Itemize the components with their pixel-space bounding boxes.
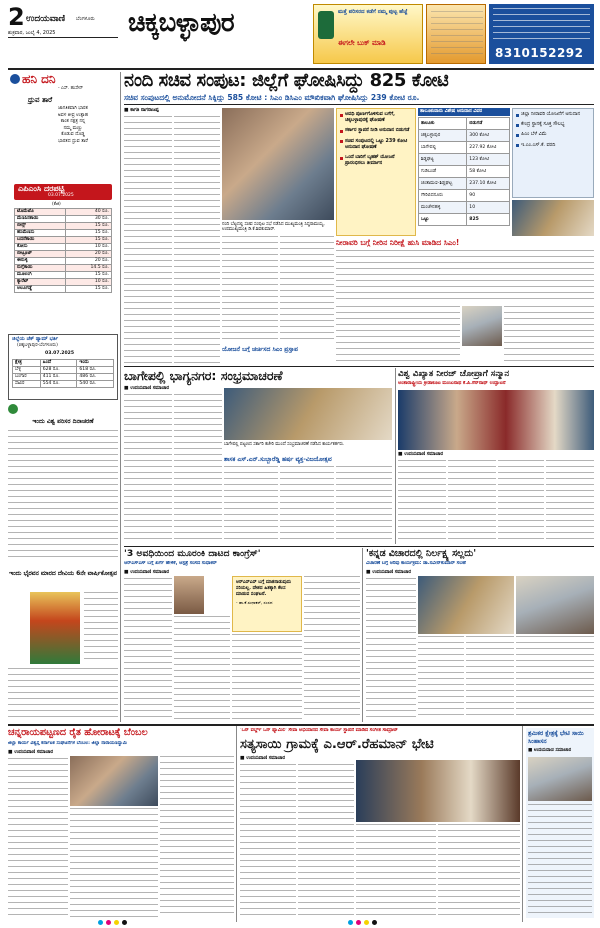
- apmc-item: ಬದನೆಕಾಯಿ: [15, 237, 66, 244]
- left-column: [8, 72, 118, 722]
- check-dam-cell: 554 ರೂ.: [40, 381, 77, 388]
- apmc-row: [15, 279, 112, 286]
- apmc-item: ಮೂಲಂಗಿ: [15, 272, 66, 279]
- check-dam-cell: 618 ರೂ.: [77, 367, 114, 374]
- grant-amount: 10: [467, 201, 510, 213]
- kannada-side-photo: [516, 576, 594, 634]
- bullet-icon: [516, 144, 519, 147]
- kannada-byline: ■ ಉದಯವಾಣಿ ಸಮಾಚಾರ: [366, 570, 412, 575]
- bullet-icon: [516, 124, 519, 127]
- grant-taluk: ಚಿಂತಾಮಣಿ-ಶಿಡ್ಲಘಟ್ಟ: [419, 177, 467, 189]
- grant-row: [419, 189, 510, 201]
- apmc-item: ಬೀನ್ಸ್: [15, 223, 66, 230]
- grant-taluk: ಗುಡಿಬಂಡೆ: [419, 165, 467, 177]
- bottom-main-headline: ಸತ್ಯಸಾಯಿ ಗ್ರಾಮಕ್ಕೆ ಎ.ಆರ್.ರೆಹಮಾನ್ ಭೇಟಿ: [240, 737, 434, 752]
- apmc-row: [15, 286, 112, 293]
- check-dam-cell: 411 ರೂ.: [40, 374, 77, 381]
- kannada-photo: [418, 576, 514, 634]
- apmc-row: [15, 265, 112, 272]
- bottom-right-box: ಶ್ರಮಿಕರ ಕ್ಷೇತ್ರಕ್ಕೆ ಭೇಟಿ ಸಾಯಿ ಸಿಂಹಾಸನ ■ ಉದಯವಾಣಿ ಸಮಾಚಾರ: [526, 728, 594, 918]
- check-dam-cell: ಬೆಳ್ಳಿ: [13, 367, 41, 374]
- apmc-item: ಟೊಮೆಟೊ: [15, 209, 66, 216]
- bottom-left-photo: [70, 756, 158, 806]
- grant-row: [419, 153, 510, 165]
- bagepalli-body-2: [174, 394, 222, 544]
- bottom-main-body-3: [356, 824, 436, 918]
- apmc-item: ಕ್ಯಾರೆಟ್: [15, 279, 66, 286]
- highlight-item: ಸರ್ಕಾರ ಸ್ಥಾಪನೆ ನೀಡಿ ಅನುದಾನ ಬಿಡುಗಡೆ: [340, 128, 412, 134]
- side-box-item: ಪಿಎಂ ಬೆಳೆ ವಿಮೆ: [516, 132, 590, 138]
- grant-amount: 300 ಕೋಟಿ: [467, 129, 510, 141]
- lead-body-col1: [124, 116, 172, 364]
- check-dam-row: [13, 381, 114, 388]
- apmc-row: [15, 223, 112, 230]
- lead-headline: ನಂದಿ ಸಚಿವ ಸಂಪುಟ: ಜಿಲ್ಲೆಗೆ ಘೋಷಿಸಿದ್ದು 825 ಕೋಟಿ: [124, 70, 449, 91]
- apmc-price: 40 ರೂ.: [66, 209, 112, 216]
- grant-amount: 237.10 ಕೋಟಿ: [467, 177, 510, 189]
- neera-headline: ನೀರಾವರಿ ಬಗ್ಗೆ ನೀರಿನ ನಿರೀಕ್ಷೆ ಹುಸಿ ಮಾಡಿದ ಸಿಎಂ!: [336, 238, 460, 247]
- registration-marks: [8, 920, 594, 926]
- check-dam-cell: 486 ರೂ.: [77, 374, 114, 381]
- apmc-date: 03.07.2025: [48, 193, 74, 198]
- bottom-left-byline: ■ ಉದಯವಾಣಿ ಸಮಾಚಾರ: [8, 750, 54, 755]
- apmc-item: ಈರುಳ್ಳಿ: [15, 258, 66, 265]
- lead-subhead: ಸಚಿವ ಸಂಪುಟದಲ್ಲಿ ಅನುಮೋದನೆ ಸಿಕ್ಕಿದ್ದು 585 ಕೋಟಿ : ಸಿಎಂ ಡಿಸಿಎಂ ಮೌಖಿಕವಾಗಿ ಘೋಷಿಸಿದ್ದು 239 ಕೋಟಿ ರೂ.: [124, 93, 420, 102]
- ad-phone-icon: [318, 11, 334, 39]
- grant-amount: 123 ಕೋಟಿ: [467, 153, 510, 165]
- grant-amount: 58 ಕೋಟಿ: [467, 165, 510, 177]
- kannada-body-3: [466, 636, 514, 720]
- paper-name: ಉದಯವಾಣಿ: [26, 14, 66, 24]
- congress-byline: ■ ಉದಯವಾಣಿ ಸಮಾಚಾರ: [124, 570, 170, 575]
- grant-amount: ಬಿಡುಗಡೆ: [467, 117, 510, 129]
- grant-taluk: ಗೌರಿಬಿದನೂರು: [419, 189, 467, 201]
- bagepalli-headline: ಬಾಗೇಪಲ್ಲಿ ಭಾಗ್ಯನಗರ: ಸಂಭ್ರಮಾಚರಣೆ: [124, 368, 283, 383]
- check-dam-row: [13, 374, 114, 381]
- apmc-price: 15 ರೂ.: [66, 286, 112, 293]
- bottom-left-body-3: [160, 756, 234, 918]
- poem: ಜಾಗತಿಕವಾಗಿ ಭಾರತ ಅವಳ ತೀವ್ರ ಉತ್ಸಾಹ ಕಾಂತ ನಕ್ಷತ್ರ ನನ್ನ ನಮ್ಮ ಮಣ್ಣು ಕೊಡುವ ದೊಡ್ಡ ಭಾರತದ ಧ್ರುವ ತಾರೆ: [57, 106, 89, 144]
- apmc-price: 10 ರೂ.: [66, 279, 112, 286]
- apmc-row: [15, 209, 112, 216]
- kannada-body-4: [516, 636, 594, 720]
- apmc-price: 14.5 ರೂ.: [66, 265, 112, 272]
- vishwa-body-2: [448, 460, 496, 544]
- bottom-main-body-1: [240, 764, 296, 918]
- grant-row: [419, 213, 510, 225]
- neera-body-2: [336, 306, 460, 364]
- lead-body-col4: [280, 236, 334, 344]
- grant-row: [419, 201, 510, 213]
- apmc-row: [15, 244, 112, 251]
- bullet-icon: [340, 140, 343, 143]
- apmc-item: ಆಲೂಗಡ್ಡೆ: [15, 286, 66, 293]
- vishwa-body-1: [398, 460, 446, 544]
- apmc-table: [14, 208, 112, 293]
- vishwa-photo: [398, 390, 594, 450]
- lead-photo-caption: ನಂದಿ ಬೆಟ್ಟದಲ್ಲಿ ಸಚಿವ ಸಂಪುಟ ಸಭೆ ನಡೆಸಿದ ಮುಖ್ಯಮಂತ್ರಿ ಸಿದ್ದರಾಮಯ್ಯ, ಉಪಮುಖ್ಯಮಂತ್ರಿ ಡಿ.ಕೆ.ಶಿವಕುಮಾರ್.: [222, 222, 325, 233]
- vishwa-body-4: [546, 460, 594, 544]
- apmc-price: 15 ರೂ.: [66, 223, 112, 230]
- neera-photo: [462, 306, 502, 346]
- apmc-price: 15 ರೂ.: [66, 237, 112, 244]
- apmc-item: ಮೆಣಸಿನಕಾಯಿ: [15, 216, 66, 223]
- bottom-lead-headline: ಯೋಜನೆ ಬಗ್ಗೆ ಚರ್ಚಿಸದ ಸಿಎಂ ಪ್ರಸ್ತಾಪ: [222, 346, 298, 353]
- grant-row: [419, 177, 510, 189]
- honey-dani-logo-icon: [10, 74, 20, 84]
- vishwa-subhead: ಅಂತಾರಾಷ್ಟ್ರೀಯ ಕ್ರೀಡಾಕೂಟ ಮಂಜುನಾಥ ಕೆ.ಪಿ.ಸೆನ್‌ನಾಥ್ ಉದ್ಘಾಟನೆ: [398, 381, 506, 386]
- neera-body-3: [504, 306, 594, 364]
- bagepalli-caption: ಬಾಗೇಪಲ್ಲಿ ಪಟ್ಟಣದ ಸರ್ಕಾರಿ ಕಚೇರಿ ಮುಂದೆ ಸಂಭ್ರಮಾಚರಣೆ ನಡೆಸಿದ ಕಾರ್ಯಕರ್ತರು.: [224, 442, 345, 447]
- side-box-item: ಜಿಲ್ಲಾ ನೀರಾವರಿ ಯೋಜನೆಗೆ ಅನುದಾನ: [516, 112, 590, 118]
- congress-quote-box: ಆರ್‌ಎಸ್‌ಎಸ್ ಬಗ್ಗೆ ಮಾತನಾಡುವುದು ಸರಿಯಲ್ಲ. ದೇಶದ ಹಿತಕ್ಕಾಗಿ ಕೆಲಸ ಮಾಡುವ ಸಂಘಟನೆ. - ಡಾ.ಕೆ.ಸುಧಾಕರ್, ಸಂಸದ: [232, 576, 302, 632]
- bottom-left-body-2: [70, 808, 158, 918]
- congress-headline: '3 ಅವಧಿಯಿಂದ ಮೂರಂಕಿ ದಾಟದ ಕಾಂಗ್ರೆಸ್': [124, 548, 261, 559]
- kannada-subhead: ವಿಚಾರಣೆ ಬಗ್ಗೆ ಅರಿವು ಕಾರ್ಯಕ್ರಮ: ಡಾ.ನವೀನ್‌ಕುಮಾರ್ ಸಲಹೆ: [366, 561, 466, 566]
- apmc-row: [15, 251, 112, 258]
- apmc-row: [15, 237, 112, 244]
- check-dam-cell: ಬಂಗಾರ: [13, 374, 41, 381]
- bottom-left-subhead: ಜಿಲ್ಲಾ ಕಾರ್ಯ ವಿಶ್ವಸ್ತ ಕರ್ನಾಟಕ ಸಂಘಟನೆಗಳ ಬೆಂಬಲ: ಜಿಲ್ಲಾ ನಾರಾಯಣಸ್ವಾಮಿ: [8, 741, 128, 746]
- bottom-main-body-2: [298, 764, 354, 918]
- grant-row: [419, 165, 510, 177]
- devi-photo: [30, 592, 80, 664]
- side-box-item: ಇ.ಎಂ.ಎಸ್.ಕೆ. ವರದಿ: [516, 143, 590, 149]
- bottom-main-photo: [356, 760, 520, 822]
- lead-body-col2: [174, 116, 220, 364]
- check-dam-cell: ಸಾವಿರ: [13, 381, 41, 388]
- lead-highlights: [336, 108, 416, 236]
- bottom-right-photo: [528, 757, 592, 801]
- apmc-row: [15, 258, 112, 265]
- apmc-row: [15, 216, 112, 223]
- bullet-icon: [340, 130, 343, 133]
- ad-phone-number: 8310152292: [495, 46, 584, 60]
- ad-banner-3[interactable]: [489, 4, 594, 64]
- bagepalli-body-1: [124, 394, 172, 544]
- highlight-item: ಅವಧಿ ಪೂರ್ಣಗೊಳಿಸುವ ಬಗೆಗೆ, ಚಿಕ್ಕಬಳ್ಳಾಪುರಕ್ಕೆ ಘೋಷಣೆ: [340, 112, 412, 124]
- masthead-date: ಶುಕ್ರವಾರ, ಜುಲೈ 4, 2025: [8, 30, 56, 36]
- grant-table: [418, 117, 510, 226]
- bagepalli-byline: ■ ಉದಯವಾಣಿ ಸಮಾಚಾರ: [124, 386, 170, 391]
- check-dam-header: ಇಂದು: [77, 360, 114, 367]
- masthead: [8, 4, 594, 68]
- grant-taluk: ಒಟ್ಟು: [419, 213, 467, 225]
- grant-row: [419, 129, 510, 141]
- honey-dani-title: ಹನಿ ದನಿ: [22, 72, 56, 86]
- congress-subhead: ಆರ್‌ಎಸ್‌ಎಸ್ ಬಗ್ಗೆ ಖರ್ಗೆ ಹೇಳಿಕೆ, ಆಸ್ಪತ್ರೆ ಸಂಸದ ಸುಧಾಕರ್: [124, 561, 217, 566]
- bottom-main-kicker: 'ಒನ್ ವರ್ಲ್ಡ್ ಒನ್ ಫ್ಯಾಮಿಲಿ' ಸೇವಾ ಅಭಿಯಾನದ ಸೇವಾ ಕಾರ್ಯ ಸ್ಥಾಪನೆ ಮಾಡಿದ ಸಂಗೀತ ಸಾಮ್ರಾಟ್: [240, 728, 398, 733]
- apmc-row: [15, 272, 112, 279]
- environment-icon: [8, 404, 18, 414]
- apmc-title: ಎಪಿಎಂಸಿ ದರಪಟ್ಟಿ: [18, 184, 65, 193]
- masthead-city: ಬೆಂಗಳೂರು: [76, 16, 95, 22]
- apmc-item: ಬೀಟ್ರೂಟ್: [15, 251, 66, 258]
- side-box-item: ಕೇಂದ್ರ ಸ್ಥಾನಕ್ಕೆ ಸೂಕ್ತ ಸೌಲಭ್ಯ: [516, 122, 590, 128]
- congress-body-4: [304, 576, 360, 720]
- grant-taluk: ಬಾಗೇಪಲ್ಲಿ: [419, 141, 467, 153]
- kannada-body-1: [366, 578, 416, 720]
- lead-body-col3: [222, 236, 278, 344]
- bullet-icon: [340, 114, 343, 117]
- ad-banner-1[interactable]: ಮತ್ತೆ ಪರಿಸರದ ಕಡೆಗೆ ನಮ್ಮ ಪುಟ್ಟ ಹೆಜ್ಜೆ ಈಗಲೇ ಬುಕ್ ಮಾಡಿ: [313, 4, 423, 64]
- check-dam-table: [12, 359, 114, 388]
- apmc-box: ಎಪಿಎಂಸಿ ದರಪಟ್ಟಿ 03.07.2025 (ಕೆಜಿ) ಟೊಮೆಟೊ 40 ರೂ. ಮೆಣಸಿನಕಾಯಿ 30 ರೂ. ಬೀನ್ಸ್ 15 ರೂ. ಹಸಿಮೆಣಸು 15 ರೂ. ಬದನೆಕಾಯಿ 15 ರೂ. ಕೋಸು 10 ರೂ. ಬೀಟ್ರೂಟ್ 20 ರೂ. ಈರುಳ್ಳಿ 20 ರೂ. ನುಗ್ಗೆಕಾಯಿ 14.5 ರೂ. ಮೂಲಂಗಿ 15 ರೂ. ಕ್ಯಾರೆಟ್ 10 ರೂ. ಆಲೂಗಡ್ಡೆ 15 ರೂ.: [8, 184, 118, 330]
- kannada-body-2: [418, 636, 464, 720]
- grant-taluk: ಶಿಡ್ಲಘಟ್ಟ: [419, 153, 467, 165]
- page-number: 2: [8, 3, 25, 31]
- check-dam-header: ಹಿಂದೆ: [40, 360, 77, 367]
- vishwa-byline: ■ ಉದಯವಾಣಿ ಸಮಾಚಾರ: [398, 452, 444, 457]
- check-dam-header: ಕ್ಷೇತ್ರ: [13, 360, 41, 367]
- bagepalli-photo: [224, 388, 392, 440]
- highlight-item: ಒಂದೆ ಬಾರಿಗೆ ಬೃಹತ್ ಯೋಜನೆ ಪ್ರಾರಂಭಿಸಲು ತೀರ್ಮಾನ: [340, 155, 412, 167]
- grant-taluk: ತಾಲೂಕು: [419, 117, 467, 129]
- story-devi-anniversary: ಇಂದು ಭೈರವನ ಮಾರದ ದೇವಿಯ 6ನೇ ವಾರ್ಷಿಕೋತ್ಸವ: [8, 570, 118, 578]
- check-dam-header-row: [13, 360, 114, 367]
- poem-title: ಧ್ರುವ ತಾರೆ: [28, 96, 53, 104]
- check-dam-row: [13, 367, 114, 374]
- honey-dani-byline: - ಎಸ್. ಹುಸೇನ್: [58, 86, 84, 91]
- apmc-price: 30 ರೂ.: [66, 216, 112, 223]
- grant-table-box: ತಾಲೂಕುವಾರು ವಿಶೇಷ ಅನುದಾನ ವಿವರ ತಾಲೂಕು ಬಿಡುಗಡೆ ಚಿಕ್ಕಬಳ್ಳಾಪುರ 300 ಕೋಟಿ ಬಾಗೇಪಲ್ಲಿ 227.92 ಕೋಟಿ ಶಿಡ್ಲಘಟ್ಟ 123 ಕೋಟಿ ಗುಡಿಬಂಡೆ 58 ಕೋಟಿ ಚಿಂತಾಮಣಿ-ಶಿಡ್ಲಘಟ್ಟ 237.10 ಕೋಟಿ ಗೌರಿಬಿದನೂರು 90 ಮಂಚೇನಹಳ್ಳಿ 10 ಒಟ್ಟು 825: [418, 108, 510, 236]
- grant-row: [419, 141, 510, 153]
- grant-taluk: ಮಂಚೇನಹಳ್ಳಿ: [419, 201, 467, 213]
- bottom-left-body-1: [8, 758, 68, 918]
- grant-amount: 825: [467, 213, 510, 225]
- bottom-main-body-4: [438, 824, 520, 918]
- apmc-item: ಕೋಸು: [15, 244, 66, 251]
- apmc-price: 10 ರೂ.: [66, 244, 112, 251]
- congress-mp-photo: [174, 576, 204, 614]
- story-environment-day: ಇಂದು ವಿಶ್ವ ಪರಿಸರ ದಿನಾಚರಣೆ: [8, 404, 118, 560]
- bagepalli-subheadline: ಶಾಸಕ ಎಸ್.ಎನ್.ಸುಬ್ಬಾರೆಡ್ಡಿ ಹರ್ಷ ವ್ಯಕ್ತ-ವಿಜಯೋತ್ಸವ: [224, 456, 332, 463]
- side-box-photo: [512, 200, 594, 236]
- apmc-row: [15, 230, 112, 237]
- ad-banner-2[interactable]: [426, 4, 486, 64]
- section-title: ಚಿಕ್ಕಬಳ್ಳಾಪುರ: [128, 8, 235, 38]
- vishwa-headline: ವಿಶ್ವ ವಿಖ್ಯಾತ ನೀರಜ್ ಚೋಪ್ರಾಗೆ ಸನ್ಮಾನ: [398, 369, 510, 379]
- bagepalli-body-3: [224, 466, 278, 544]
- neera-body: [336, 250, 594, 302]
- lead-byline: ■ ಕಾಗತಿ ನಾಗರಾಜಪ್ಪ: [124, 108, 159, 113]
- check-dam-box: ಜಿಲ್ಲೆಯ ಚೆಕ್ ಡ್ಯಾಮ್ ಭರ್ತಿ (ಚಿಕ್ಕಬಳ್ಳಾಪುರ-ಬೆಂಗಳೂರು) 03.07.2025 ಕ್ಷೇತ್ರ ಹಿಂದೆ ಇಂದು ಬೆಳ್ಳಿ 628 ರೂ. 618 ರೂ. ಬಂಗಾರ 411 ರೂ. 486 ರೂ. ಸಾವಿರ 554 ರೂ. 540 ರೂ.: [8, 334, 118, 400]
- apmc-price: 20 ರೂ.: [66, 251, 112, 258]
- bottom-main-byline: ■ ಉದಯವಾಣಿ ಸಮಾಚಾರ: [240, 756, 286, 761]
- apmc-price: 20 ರೂ.: [66, 258, 112, 265]
- grant-row: [419, 117, 510, 129]
- apmc-price: 15 ರೂ.: [66, 230, 112, 237]
- vishwa-body-3: [498, 460, 544, 544]
- side-box: [512, 108, 594, 198]
- grant-amount: 227.92 ಕೋಟಿ: [467, 141, 510, 153]
- lead-photo: [222, 108, 334, 220]
- congress-body-3: [232, 634, 302, 720]
- apmc-item: ನುಗ್ಗೆಕಾಯಿ: [15, 265, 66, 272]
- grant-amount: 90: [467, 189, 510, 201]
- check-dam-cell: 540 ರೂ.: [77, 381, 114, 388]
- bullet-icon: [516, 114, 519, 117]
- bullet-icon: [516, 134, 519, 137]
- grant-taluk: ಚಿಕ್ಕಬಳ್ಳಾಪುರ: [419, 129, 467, 141]
- congress-body-2: [174, 616, 230, 720]
- congress-body-1: [124, 578, 172, 720]
- bullet-icon: [340, 157, 343, 160]
- apmc-price: 15 ರೂ.: [66, 272, 112, 279]
- bottom-left-headline: ಚನ್ನರಾಯಪಟ್ಟಣದ ರೈತ ಹೋರಾಟಕ್ಕೆ ಬೆಂಬಲ: [8, 727, 148, 738]
- bagepalli-body-5: [336, 466, 392, 544]
- bagepalli-body-4: [280, 466, 334, 544]
- check-dam-cell: 628 ರೂ.: [40, 367, 77, 374]
- highlight-item: ಸಚಿವ ಸಂಪುಟದಲ್ಲಿ ಒಟ್ಟು 239 ಕೋಟಿ ಅನುದಾನ ಘೋಷಣೆ: [340, 139, 412, 151]
- apmc-item: ಹಸಿಮೆಣಸು: [15, 230, 66, 237]
- kannada-headline: 'ಕನ್ನಡ ವಿಚಾರದಲ್ಲಿ ನಿರ್ಲಕ್ಷ್ಯ ಸಲ್ಲದು': [366, 548, 477, 559]
